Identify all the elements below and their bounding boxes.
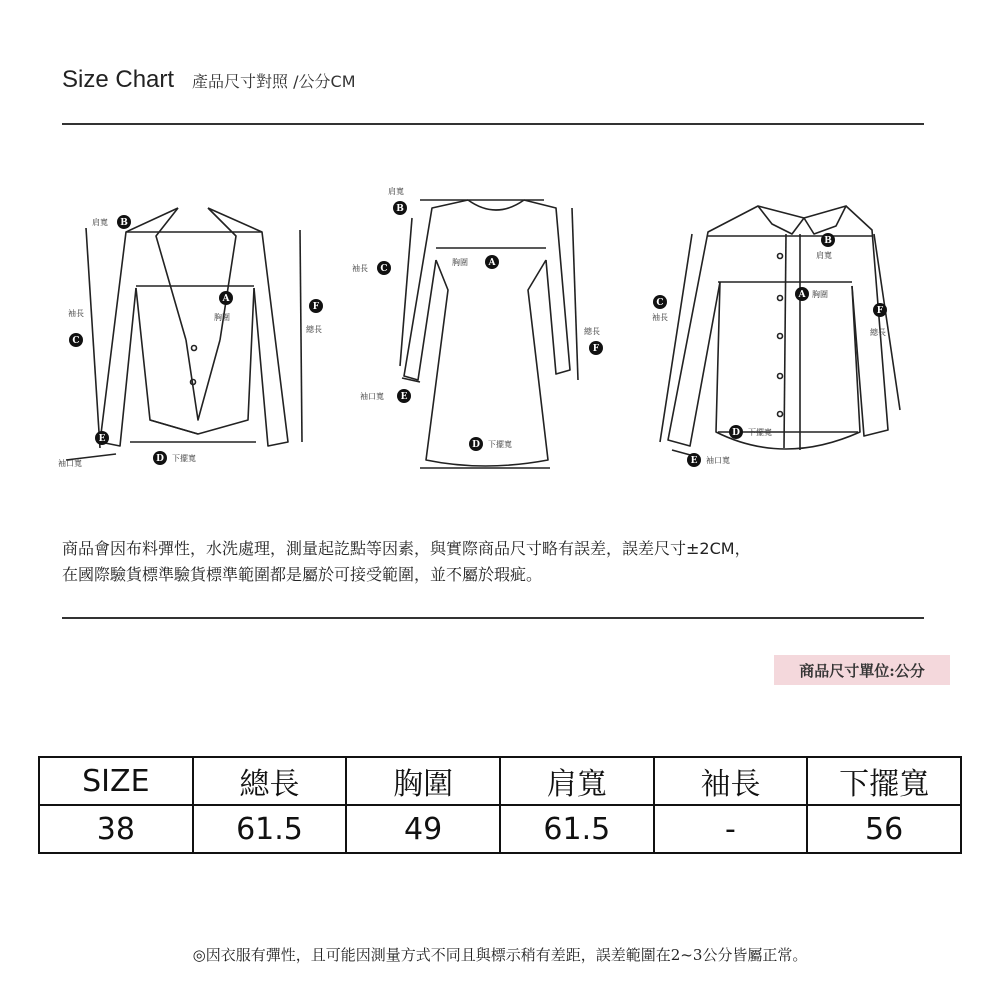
shirt-illustration xyxy=(660,206,900,456)
svg-text:C: C xyxy=(380,264,388,274)
jacket-length-label: 總長 xyxy=(306,325,322,334)
size-table-cell: 61.5 xyxy=(500,805,654,853)
svg-text:E: E xyxy=(690,456,698,466)
page-subtitle: 產品尺寸對照 /公分CM xyxy=(192,72,356,91)
svg-text:B: B xyxy=(396,204,404,214)
svg-text:E: E xyxy=(400,392,408,402)
svg-text:F: F xyxy=(312,302,320,312)
jacket-chest-label: 胸圍 xyxy=(214,313,230,322)
size-table-header-cell: 下擺寬 xyxy=(807,757,961,805)
size-table-cell: 49 xyxy=(346,805,500,853)
footnote: ◎因衣服有彈性，且可能因測量方式不同且與標示稍有差距，誤差範圍在2~3公分皆屬正常。 xyxy=(192,946,808,964)
jacket-illustration xyxy=(66,208,302,460)
shirt-chest-label: 胸圍 xyxy=(812,290,828,299)
size-table-header-row xyxy=(39,757,961,805)
measure-marker-letters xyxy=(72,204,883,466)
svg-text:F: F xyxy=(592,344,600,354)
jacket-hem-label: 下擺寬 xyxy=(172,454,196,463)
jacket-cuff-label: 袖口寬 xyxy=(58,459,82,468)
dress-illustration xyxy=(400,200,578,468)
svg-text:A: A xyxy=(798,290,806,300)
size-table-header-cell: 總長 xyxy=(193,757,347,805)
svg-text:A: A xyxy=(222,294,230,304)
svg-text:B: B xyxy=(120,218,128,228)
dress-chest-label: 胸圍 xyxy=(452,258,468,267)
svg-text:E: E xyxy=(98,434,106,444)
svg-text:D: D xyxy=(156,454,164,464)
dress-cuff-label: 袖口寬 xyxy=(360,392,384,401)
size-table-cell: 61.5 xyxy=(193,805,347,853)
shirt-shoulder-label: 肩寬 xyxy=(816,251,832,260)
size-note-line-1: 商品會因布料彈性，水洗處理，測量起訖點等因素，與實際商品尺寸略有誤差，誤差尺寸±2CM， xyxy=(62,539,751,558)
shirt-sleeve-label: 袖長 xyxy=(652,313,668,322)
size-table-cell: - xyxy=(654,805,808,853)
size-table-header-cell: SIZE xyxy=(39,757,193,805)
svg-text:B: B xyxy=(824,236,832,246)
svg-text:D: D xyxy=(732,428,740,438)
size-table-cell: 38 xyxy=(39,805,193,853)
svg-text:D: D xyxy=(472,440,480,450)
garment-diagrams xyxy=(0,170,1000,490)
shirt-length-label: 總長 xyxy=(870,328,886,337)
middle-divider xyxy=(62,617,924,619)
dress-shoulder-label: 肩寬 xyxy=(388,187,404,196)
jacket-shoulder-label: 肩寬 xyxy=(92,218,108,227)
size-table-row xyxy=(39,805,961,853)
dress-sleeve-label: 袖長 xyxy=(352,264,368,273)
size-table-header-cell: 胸圍 xyxy=(346,757,500,805)
size-table-header-cell: 袖長 xyxy=(654,757,808,805)
garment-diagram-svg xyxy=(0,170,1000,490)
svg-text:C: C xyxy=(72,336,80,346)
unit-badge: 商品尺寸單位:公分 xyxy=(774,655,950,685)
shirt-cuff-label: 袖口寬 xyxy=(706,456,730,465)
page-title: Size Chart xyxy=(62,66,175,93)
shirt-hem-label: 下擺寬 xyxy=(748,428,772,437)
svg-text:F: F xyxy=(876,306,884,316)
size-note xyxy=(62,536,982,588)
dress-hem-label: 下擺寬 xyxy=(488,440,512,449)
size-note-line-2: 在國際驗貨標準驗貨標準範圍都是屬於可接受範圍，並不屬於瑕疵。 xyxy=(62,565,543,584)
size-table-cell: 56 xyxy=(807,805,961,853)
top-divider xyxy=(62,123,924,125)
svg-text:A: A xyxy=(488,258,496,268)
size-table-header-cell: 肩寬 xyxy=(500,757,654,805)
size-table xyxy=(38,756,962,854)
svg-text:C: C xyxy=(656,298,664,308)
dress-length-label: 總長 xyxy=(584,327,600,336)
jacket-sleeve-label: 袖長 xyxy=(68,309,84,318)
page-header xyxy=(62,66,356,94)
